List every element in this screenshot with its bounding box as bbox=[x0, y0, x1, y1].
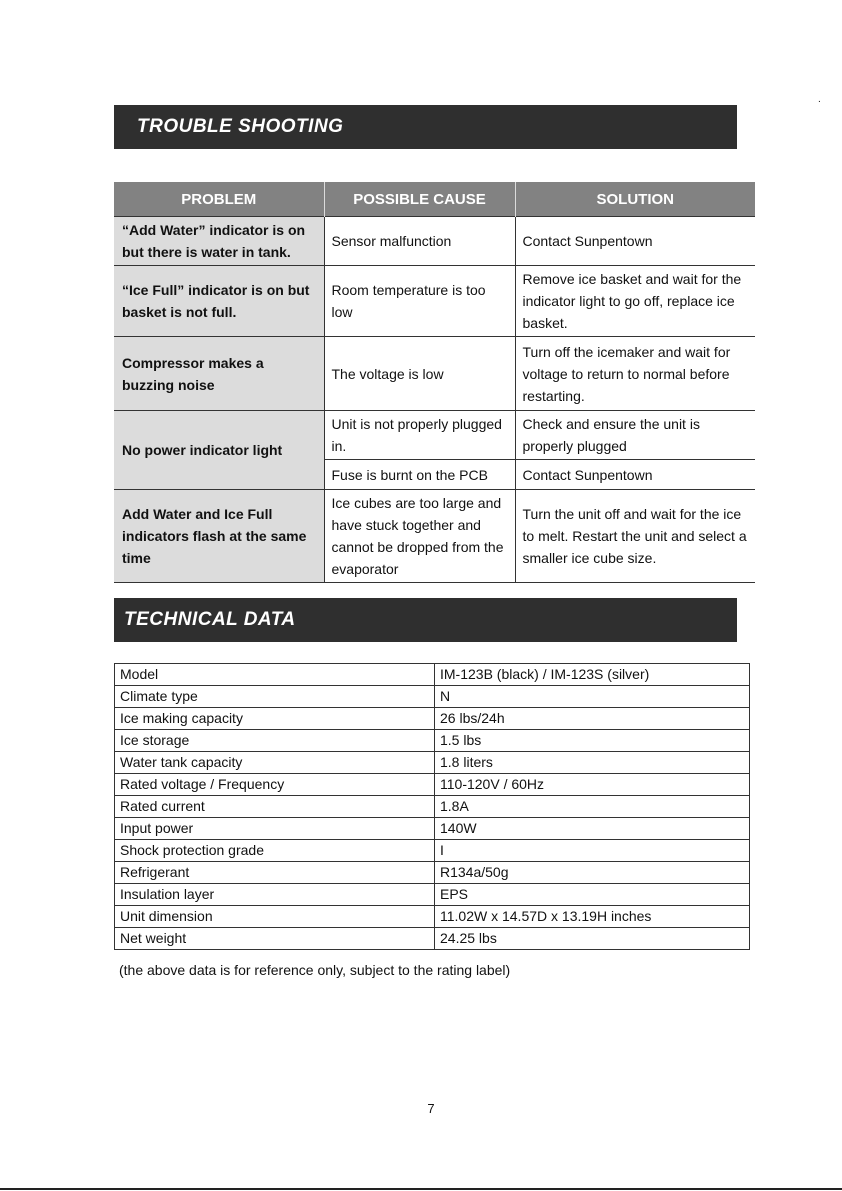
spec-label: Shock protection grade bbox=[115, 840, 435, 862]
spec-value: R134a/50g bbox=[435, 862, 750, 884]
reference-note: (the above data is for reference only, subject to the rating label) bbox=[119, 962, 511, 978]
table-row bbox=[114, 266, 755, 337]
table-row bbox=[115, 818, 750, 840]
table-row bbox=[115, 686, 750, 708]
cause-cell: Ice cubes are too large and have stuck together and cannot be dropped from the evaporator bbox=[324, 490, 515, 583]
table-header-row bbox=[114, 182, 755, 217]
table-row bbox=[115, 796, 750, 818]
technical-data-heading: TECHNICAL DATA bbox=[114, 598, 737, 642]
table-row bbox=[114, 490, 755, 583]
spec-label: Water tank capacity bbox=[115, 752, 435, 774]
spec-value: EPS bbox=[435, 884, 750, 906]
table-row bbox=[115, 774, 750, 796]
spec-value: N bbox=[435, 686, 750, 708]
spec-value: 1.5 lbs bbox=[435, 730, 750, 752]
table-row bbox=[115, 862, 750, 884]
spec-label: Ice storage bbox=[115, 730, 435, 752]
page-number: 7 bbox=[427, 1101, 435, 1116]
column-header-cause: POSSIBLE CAUSE bbox=[324, 182, 515, 217]
table-row bbox=[114, 411, 755, 460]
cause-cell: Unit is not properly plugged in. bbox=[324, 411, 515, 460]
solution-cell: Turn the unit off and wait for the ice to melt. Restart the unit and select a smaller ice cube size. bbox=[515, 490, 755, 583]
cause-cell: The voltage is low bbox=[324, 337, 515, 411]
cause-cell: Fuse is burnt on the PCB bbox=[324, 460, 515, 490]
stray-dot: . bbox=[818, 94, 821, 105]
table-row bbox=[115, 840, 750, 862]
table-row bbox=[114, 217, 755, 266]
spec-label: Rated voltage / Frequency bbox=[115, 774, 435, 796]
table-row bbox=[115, 664, 750, 686]
problem-cell: “Add Water” indicator is on but there is water in tank. bbox=[114, 217, 324, 266]
table-row bbox=[115, 708, 750, 730]
spec-value: 140W bbox=[435, 818, 750, 840]
solution-cell: Check and ensure the unit is properly plugged bbox=[515, 411, 755, 460]
problem-cell: Add Water and Ice Full indicators flash at the same time bbox=[114, 490, 324, 583]
spec-label: Rated current bbox=[115, 796, 435, 818]
table-row bbox=[115, 752, 750, 774]
spec-label: Refrigerant bbox=[115, 862, 435, 884]
spec-label: Model bbox=[115, 664, 435, 686]
technical-data-table bbox=[114, 663, 750, 950]
table-row bbox=[115, 928, 750, 950]
column-header-problem: PROBLEM bbox=[114, 182, 324, 217]
spec-value: 1.8 liters bbox=[435, 752, 750, 774]
problem-cell: Compressor makes a buzzing noise bbox=[114, 337, 324, 411]
column-header-solution: SOLUTION bbox=[515, 182, 755, 217]
troubleshooting-heading: TROUBLE SHOOTING bbox=[114, 105, 737, 149]
solution-cell: Contact Sunpentown bbox=[515, 460, 755, 490]
spec-value: I bbox=[435, 840, 750, 862]
spec-value: 26 lbs/24h bbox=[435, 708, 750, 730]
cause-cell: Room temperature is too low bbox=[324, 266, 515, 337]
solution-cell: Contact Sunpentown bbox=[515, 217, 755, 266]
page-bottom-rule bbox=[0, 1188, 842, 1190]
spec-value: 24.25 lbs bbox=[435, 928, 750, 950]
spec-label: Net weight bbox=[115, 928, 435, 950]
cause-cell: Sensor malfunction bbox=[324, 217, 515, 266]
spec-label: Insulation layer bbox=[115, 884, 435, 906]
troubleshooting-table bbox=[114, 182, 755, 583]
solution-cell: Remove ice basket and wait for the indicator light to go off, replace ice basket. bbox=[515, 266, 755, 337]
spec-label: Unit dimension bbox=[115, 906, 435, 928]
spec-value: IM-123B (black) / IM-123S (silver) bbox=[435, 664, 750, 686]
spec-label: Input power bbox=[115, 818, 435, 840]
table-row bbox=[115, 884, 750, 906]
spec-label: Ice making capacity bbox=[115, 708, 435, 730]
spec-value: 11.02W x 14.57D x 13.19H inches bbox=[435, 906, 750, 928]
spec-value: 110-120V / 60Hz bbox=[435, 774, 750, 796]
table-row bbox=[115, 730, 750, 752]
solution-cell: Turn off the icemaker and wait for voltage to return to normal before restarting. bbox=[515, 337, 755, 411]
spec-label: Climate type bbox=[115, 686, 435, 708]
table-row bbox=[115, 906, 750, 928]
problem-cell: No power indicator light bbox=[114, 411, 324, 490]
problem-cell: “Ice Full” indicator is on but basket is not full. bbox=[114, 266, 324, 337]
spec-value: 1.8A bbox=[435, 796, 750, 818]
table-row bbox=[114, 337, 755, 411]
